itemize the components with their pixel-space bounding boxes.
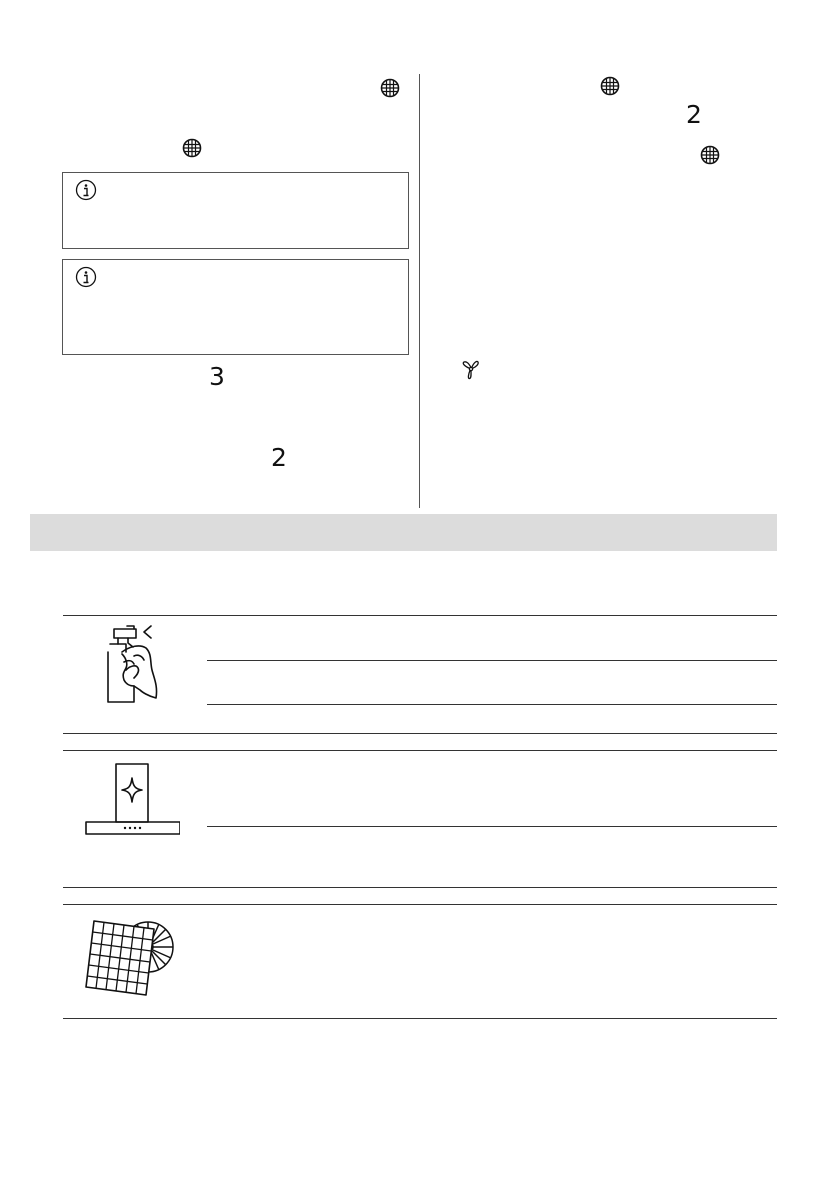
table-rule xyxy=(63,733,777,734)
table-rule xyxy=(63,904,777,905)
filter-grid-icon xyxy=(600,76,620,96)
table-rule xyxy=(207,826,777,827)
table-rule xyxy=(63,615,777,616)
table-rule xyxy=(207,660,777,661)
step-number: 2 xyxy=(686,100,702,129)
filter-grid-icon xyxy=(380,78,400,98)
info-icon xyxy=(75,266,97,288)
section-heading-bar xyxy=(30,514,777,551)
info-icon xyxy=(75,179,97,201)
column-divider xyxy=(419,74,420,508)
table-rule xyxy=(63,887,777,888)
table-rule xyxy=(63,750,777,751)
grease-filter-icon xyxy=(82,909,176,1003)
filter-grid-icon xyxy=(182,138,202,158)
info-note-box xyxy=(62,259,409,355)
info-note-box xyxy=(62,172,409,249)
spray-cleaning-icon xyxy=(100,620,164,710)
fan-icon xyxy=(459,358,483,382)
step-number: 3 xyxy=(209,362,225,391)
step-number: 2 xyxy=(271,443,287,472)
filter-grid-icon xyxy=(700,145,720,165)
cooker-hood-icon xyxy=(84,762,180,838)
table-rule xyxy=(207,704,777,705)
table-rule xyxy=(63,1018,777,1019)
